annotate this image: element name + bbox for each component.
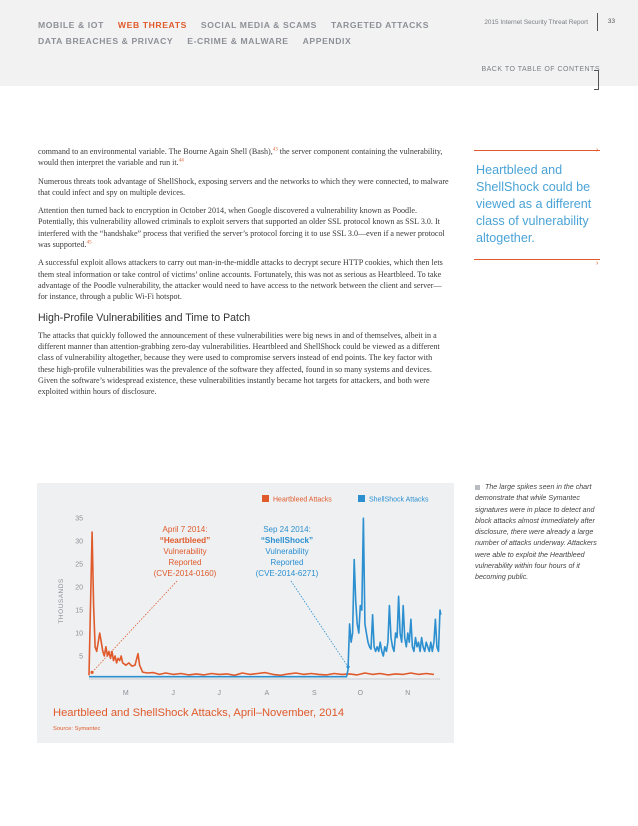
annotation-leader-line	[92, 581, 177, 672]
x-tick-label: J	[217, 690, 222, 697]
nav-web-threats[interactable]: WEB THREATS	[117, 20, 187, 30]
nav-social-media-scams[interactable]: SOCIAL MEDIA & SCAMS	[200, 20, 317, 30]
back-to-toc-link[interactable]: BACK TO TABLE OF CONTENTS	[481, 66, 600, 73]
y-tick-label: 35	[75, 515, 83, 523]
paragraph: command to an environmental variable. The Bourne Again Shell (Bash),$^{43}$ the server component containing the vulnerability, would then interpret the variable and run it.$^{44}$	[38, 147, 443, 168]
annotation-marker	[90, 671, 93, 674]
annotation-text: Reported	[168, 558, 202, 567]
attacks-line-chart	[37, 483, 454, 743]
annotation-marker	[346, 665, 349, 668]
annotation-text: Vulnerability	[163, 547, 207, 556]
footnote-ref[interactable]: 45	[86, 240, 92, 246]
annotation-text: Vulnerability	[265, 547, 309, 556]
chart-title: Heartbleed and ShellShock Attacks, April–November, 2014	[53, 707, 345, 719]
y-tick-label: 5	[79, 653, 83, 661]
nav-mobile-iot[interactable]: MOBILE & IOT	[38, 20, 104, 30]
report-title: 2015 Internet Security Threat Report	[484, 19, 588, 26]
section-heading: High-Profile Vulnerabilities and Time to Patch	[38, 311, 251, 324]
annotation-text: Sep 24 2014:	[263, 525, 311, 534]
annotation-text: (CVE-2014-6271)	[255, 569, 319, 578]
x-tick-label: S	[311, 690, 317, 697]
bullet-square-icon	[475, 485, 480, 490]
annotation-text: (CVE-2014-0160)	[153, 569, 217, 578]
nav-data-breaches-privacy[interactable]: DATA BREACHES & PRIVACY	[38, 36, 174, 46]
annotation-leader-line	[291, 581, 348, 667]
paragraph: Numerous threats took advantage of ShellShock, exposing servers and the networks to which they were connected, to malware that could infect and spy on multiple devices.	[38, 176, 449, 197]
annotation-text: “Heartbleed”	[159, 536, 211, 545]
pull-quote-text: Heartbleed and ShellShock could be viewed as a different class of vulnerability altogether.	[476, 163, 592, 245]
caption-text: The large spikes seen in the chart demonstrate that while Symantec signatures were in place to detect and block attacks almost immediately after disclosure, there were already a large number of attacks underway. Attackers were able to exploit the Heartbleed vulnerability within four hours of it becoming public.	[475, 483, 597, 582]
y-axis-label: THOUSANDS	[58, 578, 65, 624]
legend-swatch	[358, 495, 365, 502]
chart-panel	[37, 483, 454, 743]
paragraph: The attacks that quickly followed the announcement of these vulnerabilities were big news in and of themselves, albeit in a different manner than attention-grabbing zero-day vulnerabilities. Heartbleed and ShellShock could be viewed as a different class of vulnerability altogether, because they were used to compromise servers instead of end points. The key factor with these high-profile vulnerabilities was the prevalence of the software they affected, found in so many systems and devices. Given the software’s widespread existence, these vulnerabilities instantly became hot targets for attackers, and both were exploited within hours of disclosure.	[38, 330, 440, 397]
nav-appendix[interactable]: APPENDIX	[302, 36, 352, 46]
annotation-text: April 7 2014:	[162, 525, 208, 534]
y-tick-label: 15	[75, 607, 83, 615]
page-number: 33	[597, 13, 617, 31]
y-tick-label: 25	[75, 561, 83, 569]
nav-targeted-attacks[interactable]: TARGETED ATTACKS	[331, 20, 430, 30]
back-to-toc-bracket-icon	[594, 70, 599, 90]
pull-quote	[474, 150, 600, 260]
legend-label: Heartbleed Attacks	[273, 496, 332, 504]
annotation-text: “ShellShock”	[260, 536, 314, 545]
annotation-text: Reported	[270, 558, 304, 567]
y-tick-label: 20	[75, 584, 83, 592]
y-tick-label: 30	[75, 538, 83, 546]
legend-label: ShellShock Attacks	[369, 496, 429, 504]
footnote-ref[interactable]: 44	[178, 158, 184, 164]
arrow-icon: ›	[596, 147, 599, 154]
x-tick-label: J	[171, 690, 176, 697]
footnote-ref[interactable]: 43	[272, 147, 278, 153]
x-tick-label: M	[122, 690, 129, 697]
y-tick-label: 10	[75, 630, 83, 638]
arrow-icon: ›	[596, 260, 599, 267]
chart-caption	[475, 482, 603, 584]
x-tick-label: N	[405, 690, 411, 697]
chart-source: Source: Symantec	[53, 726, 101, 732]
paragraph: Attention then turned back to encryption in October 2014, when Google discovered a vulnerability known as Poodle. Potentially, this vulnerability allowed criminals to exploit servers that supported an older SSL protocol known as SSL 3.0. It interfered with the “handshake” process that verified the server’s protocol forcing it to use SSL 3.0—even if a newer protocol was supported.$^{45}$	[38, 206, 445, 250]
x-tick-label: A	[264, 690, 270, 697]
legend-swatch	[262, 495, 269, 502]
x-tick-label: O	[357, 690, 364, 697]
nav-ecrime-malware[interactable]: E-CRIME & MALWARE	[187, 36, 289, 46]
article-body	[38, 146, 450, 405]
section-nav	[38, 17, 468, 49]
paragraph: A successful exploit allows attackers to carry out man-in-the-middle attacks to decrypt secure HTTP cookies, which then lets them steal information or take control of victims’ online accounts. Fortunately, this was not as serious as Heartbleed. To take advantage of the Poodle vulnerability, the attacker would need to have access to the network between the client and server—for instance, through a public Wi-Fi hotspot.	[38, 258, 443, 302]
